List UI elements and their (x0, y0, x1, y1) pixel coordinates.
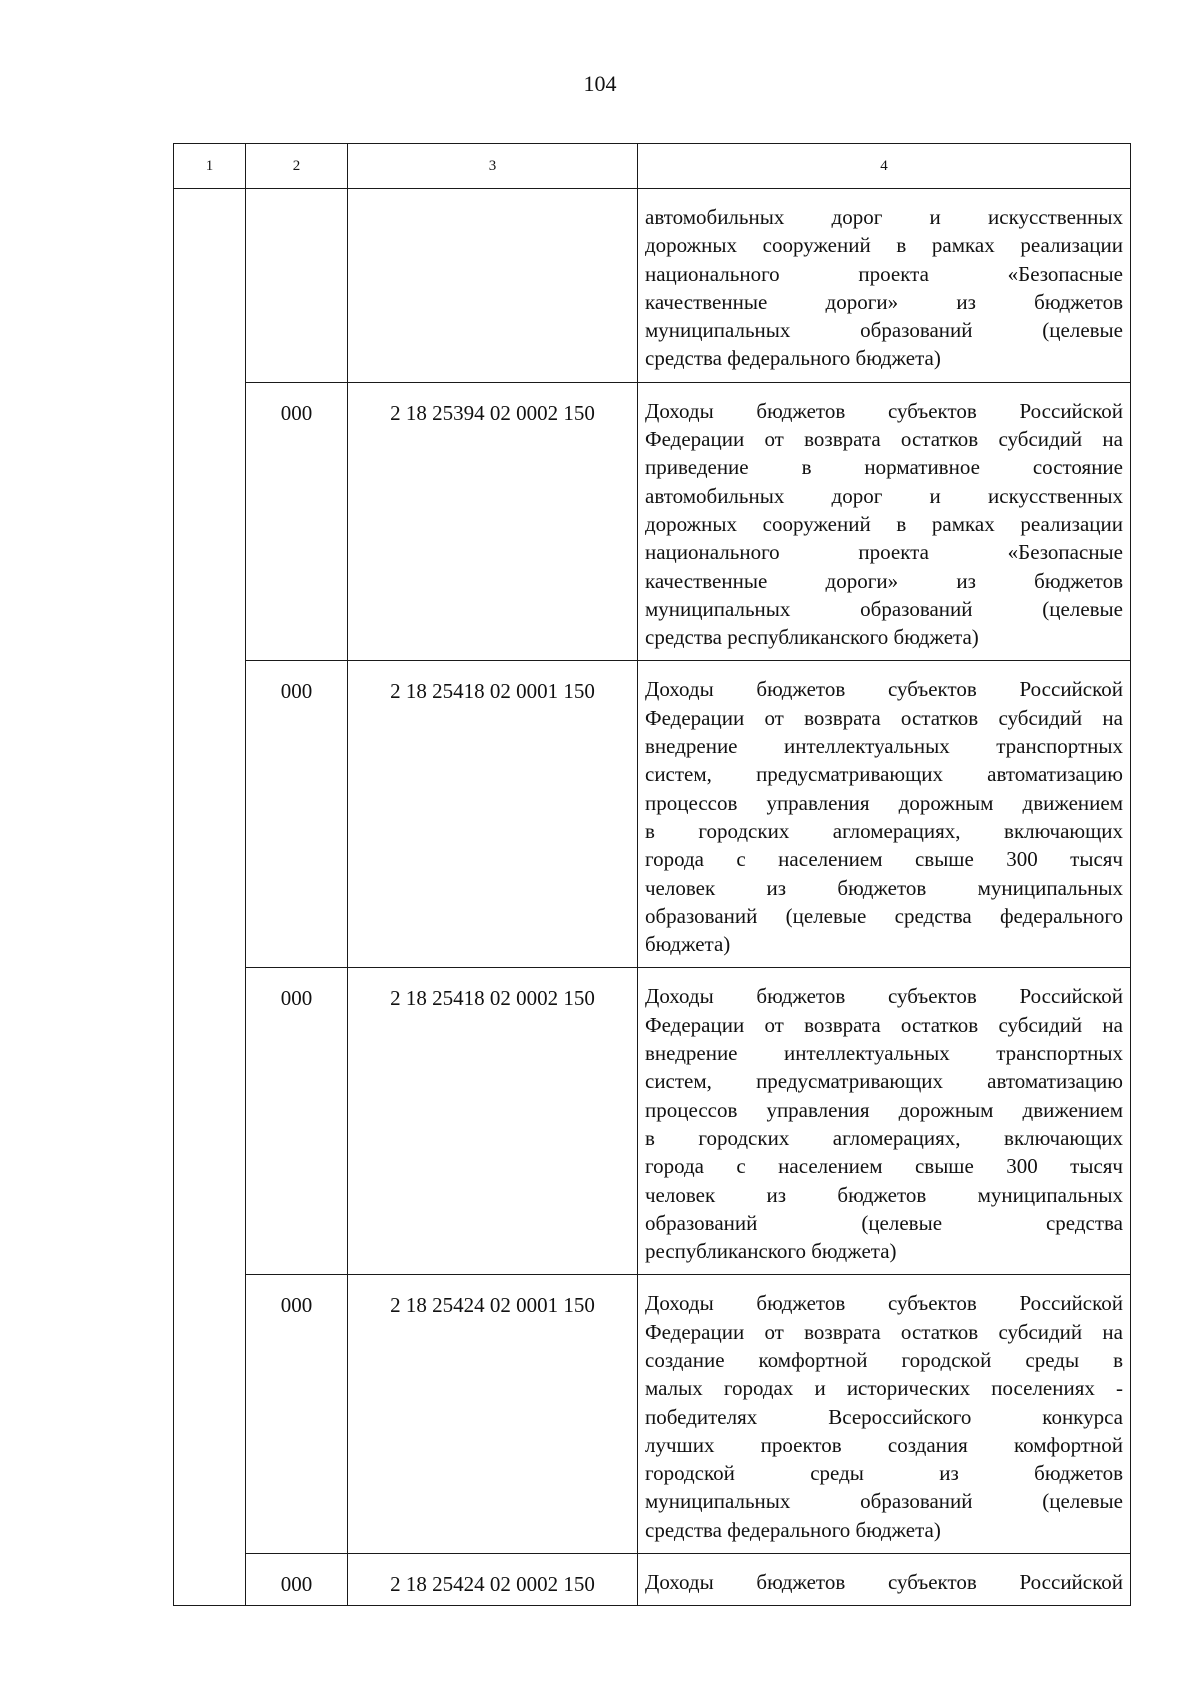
admin-code-cell (246, 189, 348, 383)
income-description-cell (638, 968, 1131, 1275)
budget-classification-code-cell: 2 18 25418 02 0002 150 (348, 968, 638, 1275)
description-line: средства республиканского бюджета) (645, 625, 979, 650)
description-line: Доходы бюджетов субъектов Российской (645, 677, 1123, 702)
description-line: малых городах и исторических поселениях - (645, 1376, 1123, 1401)
income-description-cell (638, 382, 1131, 661)
description-line: победителях Всероссийского конкурса (645, 1404, 1123, 1429)
description-line: дорожных сооружений в рамках реализации (645, 511, 1123, 536)
description-line: средства федерального бюджета) (645, 1517, 941, 1542)
description-line: Доходы бюджетов субъектов Российской (645, 1570, 1123, 1595)
column-header-2: 2 (246, 144, 348, 189)
budget-code-table (173, 143, 1131, 1606)
admin-code-cell: 000 (246, 1554, 348, 1606)
description-line: внедрение интеллектуальных транспортных (645, 1041, 1123, 1066)
description-line: Федерации от возврата остатков субсидий на (645, 1319, 1123, 1344)
description-line: в городских агломерациях, включающих (645, 818, 1123, 843)
description-line: дорожных сооружений в рамках реализации (645, 233, 1123, 258)
description-line: образований (целевые средства (645, 1210, 1123, 1235)
table-row (174, 382, 1131, 661)
column-header-1: 1 (174, 144, 246, 189)
page-number: 104 (583, 71, 617, 96)
description-line: Доходы бюджетов субъектов Российской (645, 398, 1123, 423)
description-line: качественные дороги» из бюджетов (645, 568, 1123, 593)
description-line: автомобильных дорог и искусственных (645, 205, 1123, 229)
description-line: человек из бюджетов муниципальных (645, 1182, 1123, 1207)
description-line: человек из бюджетов муниципальных (645, 875, 1123, 900)
admin-code-cell: 000 (246, 968, 348, 1275)
table-row (174, 1554, 1131, 1606)
description-line: внедрение интеллектуальных транспортных (645, 734, 1123, 759)
description-line: муниципальных образований (целевые (645, 1489, 1123, 1514)
description-line: города с населением свыше 300 тысяч (645, 847, 1123, 872)
table-row (174, 968, 1131, 1275)
column-1-merged-cell (174, 189, 246, 1606)
admin-code-cell: 000 (246, 382, 348, 661)
description-line: приведение в нормативное состояние (645, 455, 1123, 480)
description-line: муниципальных образований (целевые (645, 318, 1123, 343)
description-line: муниципальных образований (целевые (645, 596, 1123, 621)
description-line: Федерации от возврата остатков субсидий на (645, 427, 1123, 452)
table-row (174, 189, 1131, 383)
description-line: процессов управления дорожным движением (645, 1097, 1123, 1122)
description-line: городской среды из бюджетов (645, 1461, 1123, 1486)
budget-classification-code-cell: 2 18 25418 02 0001 150 (348, 661, 638, 968)
description-line: лучших проектов создания комфортной (645, 1432, 1123, 1457)
description-line: качественные дороги» из бюджетов (645, 289, 1123, 314)
description-line: в городских агломерациях, включающих (645, 1125, 1123, 1150)
description-line: процессов управления дорожным движением (645, 790, 1123, 815)
column-header-4: 4 (638, 144, 1131, 189)
income-description-cell (638, 1275, 1131, 1554)
description-line: автомобильных дорог и искусственных (645, 483, 1123, 508)
budget-classification-code-cell: 2 18 25394 02 0002 150 (348, 382, 638, 661)
income-description-cell (638, 189, 1131, 383)
description-line: систем, предусматривающих автоматизацию (645, 1069, 1123, 1094)
description-line: города с населением свыше 300 тысяч (645, 1154, 1123, 1179)
description-line: бюджета) (645, 932, 731, 957)
description-line: республиканского бюджета) (645, 1239, 897, 1264)
description-line: национального проекта «Безопасные (645, 261, 1123, 286)
description-line: Федерации от возврата остатков субсидий на (645, 705, 1123, 730)
table-header-row (174, 144, 1131, 189)
description-line: Доходы бюджетов субъектов Российской (645, 1291, 1123, 1316)
budget-classification-code-cell (348, 189, 638, 383)
column-header-3: 3 (348, 144, 638, 189)
admin-code-cell: 000 (246, 1275, 348, 1554)
description-line: Федерации от возврата остатков субсидий на (645, 1012, 1123, 1037)
description-line: Доходы бюджетов субъектов Российской (645, 984, 1123, 1009)
income-description-cell (638, 661, 1131, 968)
admin-code-cell: 000 (246, 661, 348, 968)
description-line: образований (целевые средства федерального (645, 903, 1123, 928)
description-line: национального проекта «Безопасные (645, 540, 1123, 565)
income-description-cell (638, 1554, 1131, 1606)
description-line: систем, предусматривающих автоматизацию (645, 762, 1123, 787)
budget-classification-code-cell: 2 18 25424 02 0001 150 (348, 1275, 638, 1554)
description-line: средства федерального бюджета) (645, 346, 941, 371)
table-row (174, 661, 1131, 968)
table-row (174, 1275, 1131, 1554)
budget-classification-code-cell: 2 18 25424 02 0002 150 (348, 1554, 638, 1606)
description-line: создание комфортной городской среды в (645, 1347, 1123, 1372)
